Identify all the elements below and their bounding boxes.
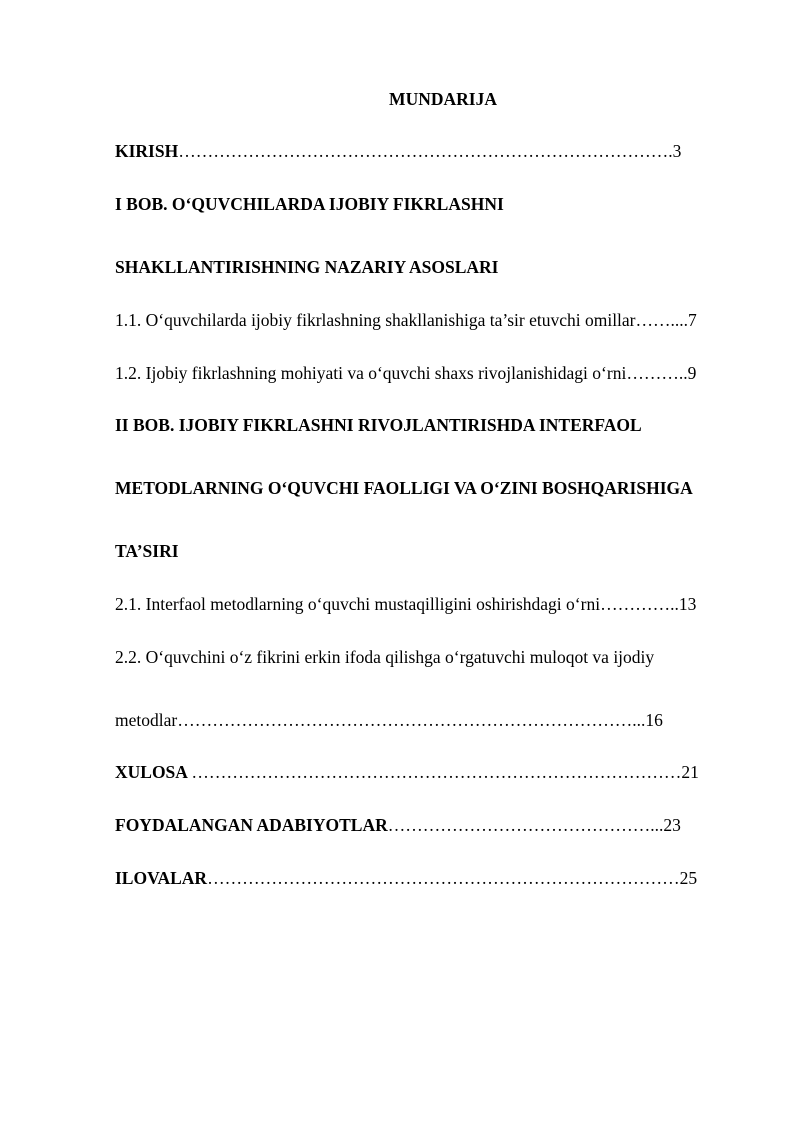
toc-page-number: 16 [645,710,663,730]
toc-entry-xulosa [115,761,741,783]
toc-page-number: 25 [679,868,698,888]
toc-leader-dots: ……………………………………………………………………... [177,710,646,730]
toc-leader-dots: ………………………………………... [387,815,664,835]
toc-entry-1-2 [115,362,741,384]
toc-entry-kirish [115,140,741,162]
toc-leader-dots: …………………………………………………………………………. [178,141,673,161]
toc-page-number: 3 [672,141,682,161]
toc-page-number: 7 [688,310,697,330]
toc-chapter-1-line-1: I BOB. O‘QUVCHILARDA IJOBIY FIKRLASHNI [115,194,504,214]
toc-entry-1-1 [115,309,741,331]
toc-chapter-2-line-2: METODLARNING O‘QUVCHI FAOLLIGI VA O‘ZINI BOSHQARISHIGA [115,478,693,498]
toc-entry-2-2-line-1: 2.2. O‘quvchini o‘z fikrini erkin ifoda qilishga o‘rgatuvchi muloqot va ijodiy [115,647,655,667]
toc-entry-adabiyotlar [115,814,741,836]
toc-title: MUNDARIJA [389,89,497,109]
toc-page-number: 13 [678,594,697,614]
toc-entry-text: 1.2. Ijobiy fikrlashning mohiyati va o‘quvchi shaxs rivojlanishidagi o‘rni [115,363,627,383]
toc-entry-2-2-line-2 [115,709,741,731]
toc-page-number: 23 [663,815,681,835]
toc-entry-ilovalar [115,867,741,889]
toc-leader-dots: ………………………………………………………………………… [191,762,682,782]
toc-leader-dots: ………….. [600,594,679,614]
toc-entry-text: FOYDALANGAN ADABIYOTLAR [115,815,388,835]
toc-entry-2-1 [115,593,741,615]
toc-entry-text: 2.1. Interfaol metodlarning o‘quvchi mustaqilligini oshirishdagi o‘rni [115,594,601,614]
toc-page-number: 21 [681,762,699,782]
toc-leader-dots: ……………………………………………………………………… [207,868,680,888]
toc-leader-dots: ……….. [626,363,688,383]
toc-entry-text: metodlar [115,710,178,730]
toc-leader-dots: …….... [635,310,689,330]
toc-chapter-2-line-1: II BOB. IJOBIY FIKRLASHNI RIVOJLANTIRISHDA INTERFAOL [115,415,642,435]
toc-page-number: 9 [687,363,697,383]
toc-entry-text: XULOSA [115,762,192,782]
toc-chapter-2-line-3: TA’SIRI [115,541,179,561]
toc-chapter-1-line-2: SHAKLLANTIRISHNING NAZARIY ASOSLARI [115,257,499,277]
toc-entry-text: 1.1. O‘quvchilarda ijobiy fikrlashning shakllanishiga ta’sir etuvchi omillar [115,310,636,330]
toc-entry-text: KIRISH [115,141,179,161]
toc-entry-text: ILOVALAR [115,868,208,888]
